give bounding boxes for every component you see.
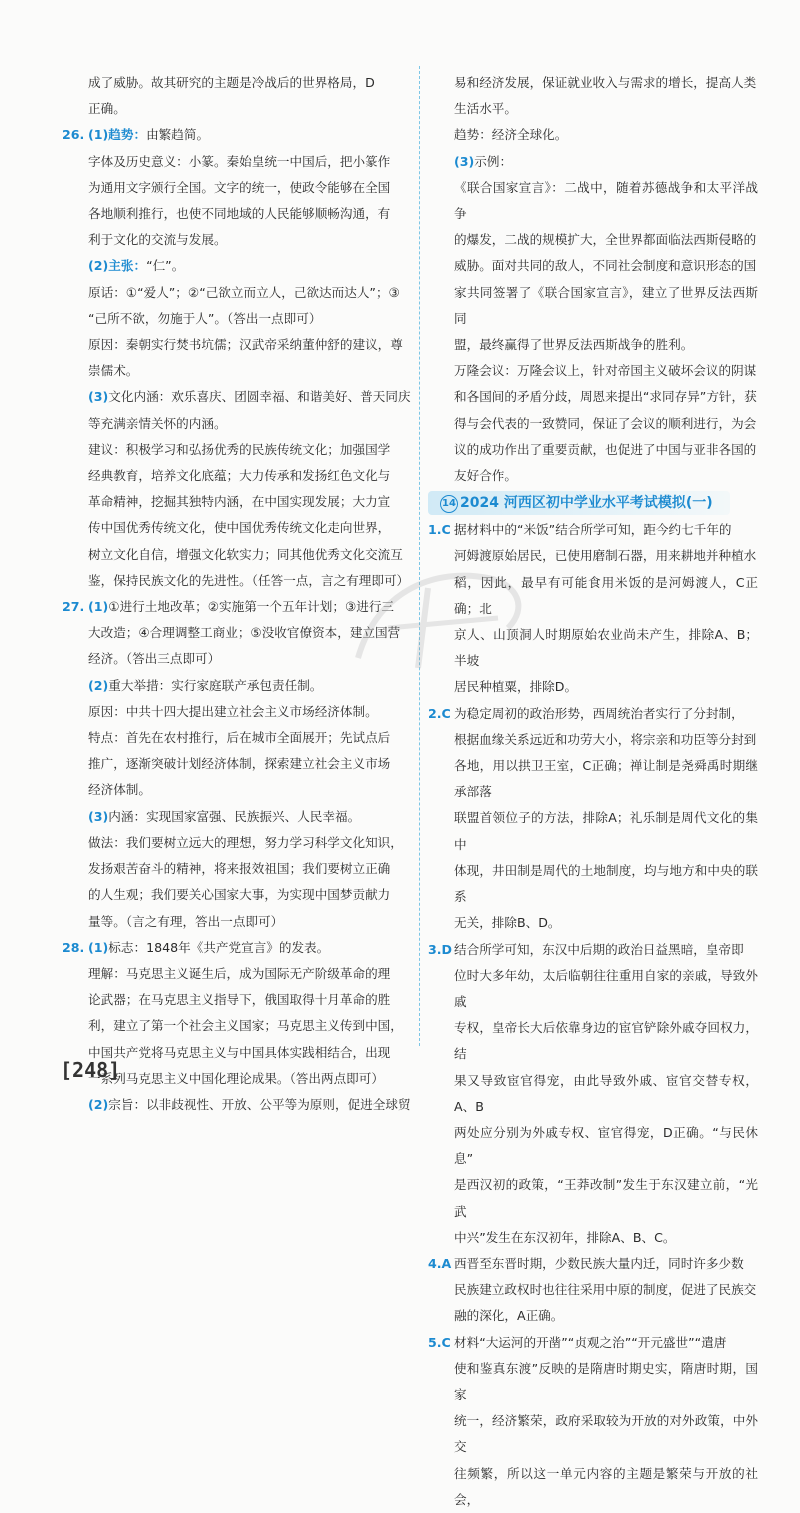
answer-line: 1.C 据材料中的“米饭”结合所学可知，距今约七千年的 <box>428 517 758 543</box>
text-line: 原因：秦朝实行焚书坑儒；汉武帝采纳董仲舒的建议，尊 <box>88 337 403 353</box>
text-line: 量等。（言之有理，答出一点即可） <box>88 913 284 929</box>
text-line: 各地，用以拱卫王室，C正确；禅让制是尧舜禹时期继承部落 <box>454 758 758 800</box>
answer-line: 5.C 材料“大运河的开凿”“贞观之治”“开元盛世”“遣唐 <box>428 1330 758 1356</box>
column-divider <box>419 66 420 1046</box>
text-line: 位时大多年幼，太后临朝往往重用自家的亲戚，导致外戚 <box>454 967 758 1009</box>
answer-number: 2.C <box>428 705 451 721</box>
question-number: 27. <box>62 599 85 615</box>
text-line: 大改造；④合理调整工商业；⑤没收官僚资本，建立国营 <box>88 625 401 641</box>
text-line: 京人、山顶洞人时期原始农业尚未产生，排除A、B；半坡 <box>454 627 758 669</box>
text-line: 等充满亲情关怀的内涵。 <box>88 415 227 431</box>
text-line: 建议：积极学习和弘扬优秀的民族传统文化；加强国学 <box>88 441 391 457</box>
text-line: “己所不欲，勿施于人”。（答出一点即可） <box>88 310 322 326</box>
text-line: 威胁。面对共同的敌人，不同社会制度和意识形态的国 <box>454 258 757 274</box>
answer-number: 4.A <box>428 1255 452 1271</box>
text-line: 原因：中共十四大提出建立社会主义市场经济体制。 <box>88 703 378 719</box>
text-line: 河姆渡原始居民，已使用磨制石器，用来耕地并种植水 <box>454 548 757 564</box>
text-line: 体现，井田制是周代的土地制度，均与地方和中央的联系 <box>454 862 758 905</box>
text-line: 《联合国家宣言》：二战中，随着苏德战争和太平洋战争 <box>454 179 758 222</box>
answer-line: 4.A 西晋至东晋时期，少数民族大量内迁，同时许多少数 <box>428 1251 758 1277</box>
question-28-part1: 28. (1)标志：1848年《共产党宣言》的发表。 <box>62 935 414 961</box>
answer-line: 3.D 结合所学可知，东汉中后期的政治日益黑暗，皇帝即 <box>428 937 758 963</box>
text-line: 传中国优秀传统文化，使中国优秀传统文化走向世界， <box>88 520 391 536</box>
answer-3 <box>428 937 758 1251</box>
text-line: 议的成功作出了重要贡献，也促进了中国与亚非各国的 <box>454 441 757 457</box>
text-line: 万隆会议：万隆会议上，针对帝国主义破坏会议的阴谋 <box>454 363 757 379</box>
text-line: 是西汉初的政策，“王莽改制”发生于东汉建立前，“光武 <box>454 1177 758 1219</box>
text-line: 友好合作。 <box>454 468 517 484</box>
text-line: 盟，最终赢得了世界反法西斯战争的胜利。 <box>454 337 694 353</box>
text-line: 两处应分别为外戚专权、宦官得宠，D正确。“与民休息” <box>454 1124 758 1167</box>
text-line: 经济体制。 <box>88 782 151 798</box>
text-line: 特点：首先在农村推行，后在城市全面展开；先试点后 <box>88 730 391 746</box>
text-line: 果又导致宦官得宠，由此导致外戚、宦官交替专权，A、B <box>454 1072 758 1114</box>
question-28-part2: (2)宗旨：以非歧视性、开放、公平等为原则，促进全球贸 <box>88 1096 411 1112</box>
text-line: 中国共产党将马克思主义与中国具体实践相结合，出现 <box>88 1044 391 1060</box>
right-column <box>428 70 758 1513</box>
text-line: 各地顺利推行，也使不同地域的人民能够顺畅沟通，有 <box>88 206 391 222</box>
text-line: 生活水平。 <box>454 101 517 117</box>
question-26-part3: (3)文化内涵：欢乐喜庆、团圆幸福、和谐美好、普天同庆 <box>88 389 411 405</box>
text-line: 革命精神，挖掘其独特内涵，在中国实现发展；大力宣 <box>88 494 391 510</box>
text-line: 民族建立政权时也往往采用中原的制度，促进了民族交 <box>454 1282 757 1298</box>
text-line: 统一，经济繁荣，政府采取较为开放的对外政策，中外交 <box>454 1413 758 1455</box>
text-line: 崇儒术。 <box>88 363 139 379</box>
text-line: 利于文化的交流与发展。 <box>88 232 227 248</box>
text-line: 家共同签署了《联合国家宣言》，建立了世界反法西斯同 <box>454 284 758 326</box>
question-27-part1: 27. (1)①进行土地改革；②实施第一个五年计划；③进行三 <box>62 594 414 620</box>
text-line: 树立文化自信，增强文化软实力；同其他优秀文化交流互 <box>88 546 403 562</box>
section-number: 14 <box>440 495 458 513</box>
text-line: 发扬艰苦奋斗的精神，将来报效祖国；我们要树立正确 <box>88 861 391 877</box>
text-line: 得与会代表的一致赞同，保证了会议的顺利进行，为会 <box>454 415 757 431</box>
question-27-part2: (2)重大举措：实行家庭联产承包责任制。 <box>88 677 323 693</box>
text-line: 理解：马克思主义诞生后，成为国际无产阶级革命的理 <box>88 965 391 981</box>
text-line: 使和鉴真东渡”反映的是隋唐时期史实，隋唐时期，国家 <box>454 1360 758 1402</box>
question-27-part3: (3)内涵：实现国家富强、民族振兴、人民幸福。 <box>88 808 361 824</box>
answer-number: 1.C <box>428 522 451 538</box>
text-line: 融的深化，A正确。 <box>454 1308 564 1324</box>
text-line: 的爆发，二战的规模扩大，全世界都面临法西斯侵略的 <box>454 232 757 248</box>
text-line: 和各国间的矛盾分歧，周恩来提出“求同存异”方针，获 <box>454 389 757 405</box>
question-number: 28. <box>62 939 85 955</box>
text-line: 经典教育，培养文化底蕴；大力传承和发扬红色文化与 <box>88 468 391 484</box>
text-line: 的人生观；我们要关心国家大事，为实现中国梦贡献力 <box>88 887 391 903</box>
question-26-part2: (2)主张：“仁”。 <box>88 258 185 274</box>
answer-number: 3.D <box>428 941 453 957</box>
left-column <box>62 70 414 1118</box>
text-line: 稻，因此，最早有可能食用米饭的是河姆渡人，C正确；北 <box>454 574 758 616</box>
text-line: 居民种植粟，排除D。 <box>454 679 578 695</box>
answer-number: 5.C <box>428 1334 451 1350</box>
answer-1 <box>428 517 758 700</box>
text-line: 经济。（答出三点即可） <box>88 651 221 667</box>
page-number: [248] <box>60 1058 121 1082</box>
text-line: 联盟首领位子的方法，排除A；礼乐制是周代文化的集中 <box>454 810 758 852</box>
text-line: 论武器；在马克思主义指导下，俄国取得十月革命的胜 <box>88 992 391 1008</box>
text-line: 根据血缘关系远近和功劳大小，将宗亲和功臣等分封到 <box>454 731 757 747</box>
text-line: 中兴”发生在东汉初年，排除A、B、C。 <box>454 1229 676 1245</box>
section-title: 2024 河西区初中学业水平考试模拟(一) <box>460 495 713 512</box>
text-line: 鉴，保持民族文化的先进性。（任答一点，言之有理即可） <box>88 572 410 588</box>
text-line: 一系列马克思主义中国化理论成果。（答出两点即可） <box>88 1070 384 1086</box>
text-line: 做法：我们要树立远大的理想，努力学习科学文化知识， <box>88 834 403 850</box>
question-28-part3: (3)示例： <box>454 153 513 169</box>
answer-5 <box>428 1330 758 1513</box>
answer-4 <box>428 1251 758 1330</box>
section-heading <box>428 491 730 515</box>
text-line: 正确。 <box>88 101 126 117</box>
text-line: 原话：①“爱人”；②“己欲立而立人，己欲达而达人”；③ <box>88 284 400 300</box>
text-line: 字体及历史意义：小篆。秦始皇统一中国后，把小篆作 <box>88 153 391 169</box>
text-line: 往频繁，所以这一单元内容的主题是繁荣与开放的社会， <box>454 1465 758 1507</box>
text-line: 趋势：经济全球化。 <box>454 127 568 143</box>
answer-line: 2.C 为稳定周初的政治形势，西周统治者实行了分封制， <box>428 701 758 727</box>
text-line: 利，建立了第一个社会主义国家；马克思主义传到中国， <box>88 1018 403 1034</box>
text-line: 成了威胁。故其研究的主题是冷战后的世界格局，D <box>88 75 375 90</box>
text-line: 专权，皇帝长大后依靠身边的宦官铲除外戚夺回权力，结 <box>454 1020 758 1062</box>
text-line: 易和经济发展，保证就业收入与需求的增长，提高人类 <box>454 75 757 90</box>
text-line: 推广，逐渐突破计划经济体制，探索建立社会主义市场 <box>88 756 391 772</box>
text-line: 无关，排除B、D。 <box>454 915 561 931</box>
answer-2 <box>428 701 758 937</box>
text-line: 为通用文字颁行全国。文字的统一，使政令能够在全国 <box>88 179 391 195</box>
question-26-part1: 26. (1)趋势：由繁趋简。 <box>62 122 414 148</box>
question-number: 26. <box>62 127 85 143</box>
